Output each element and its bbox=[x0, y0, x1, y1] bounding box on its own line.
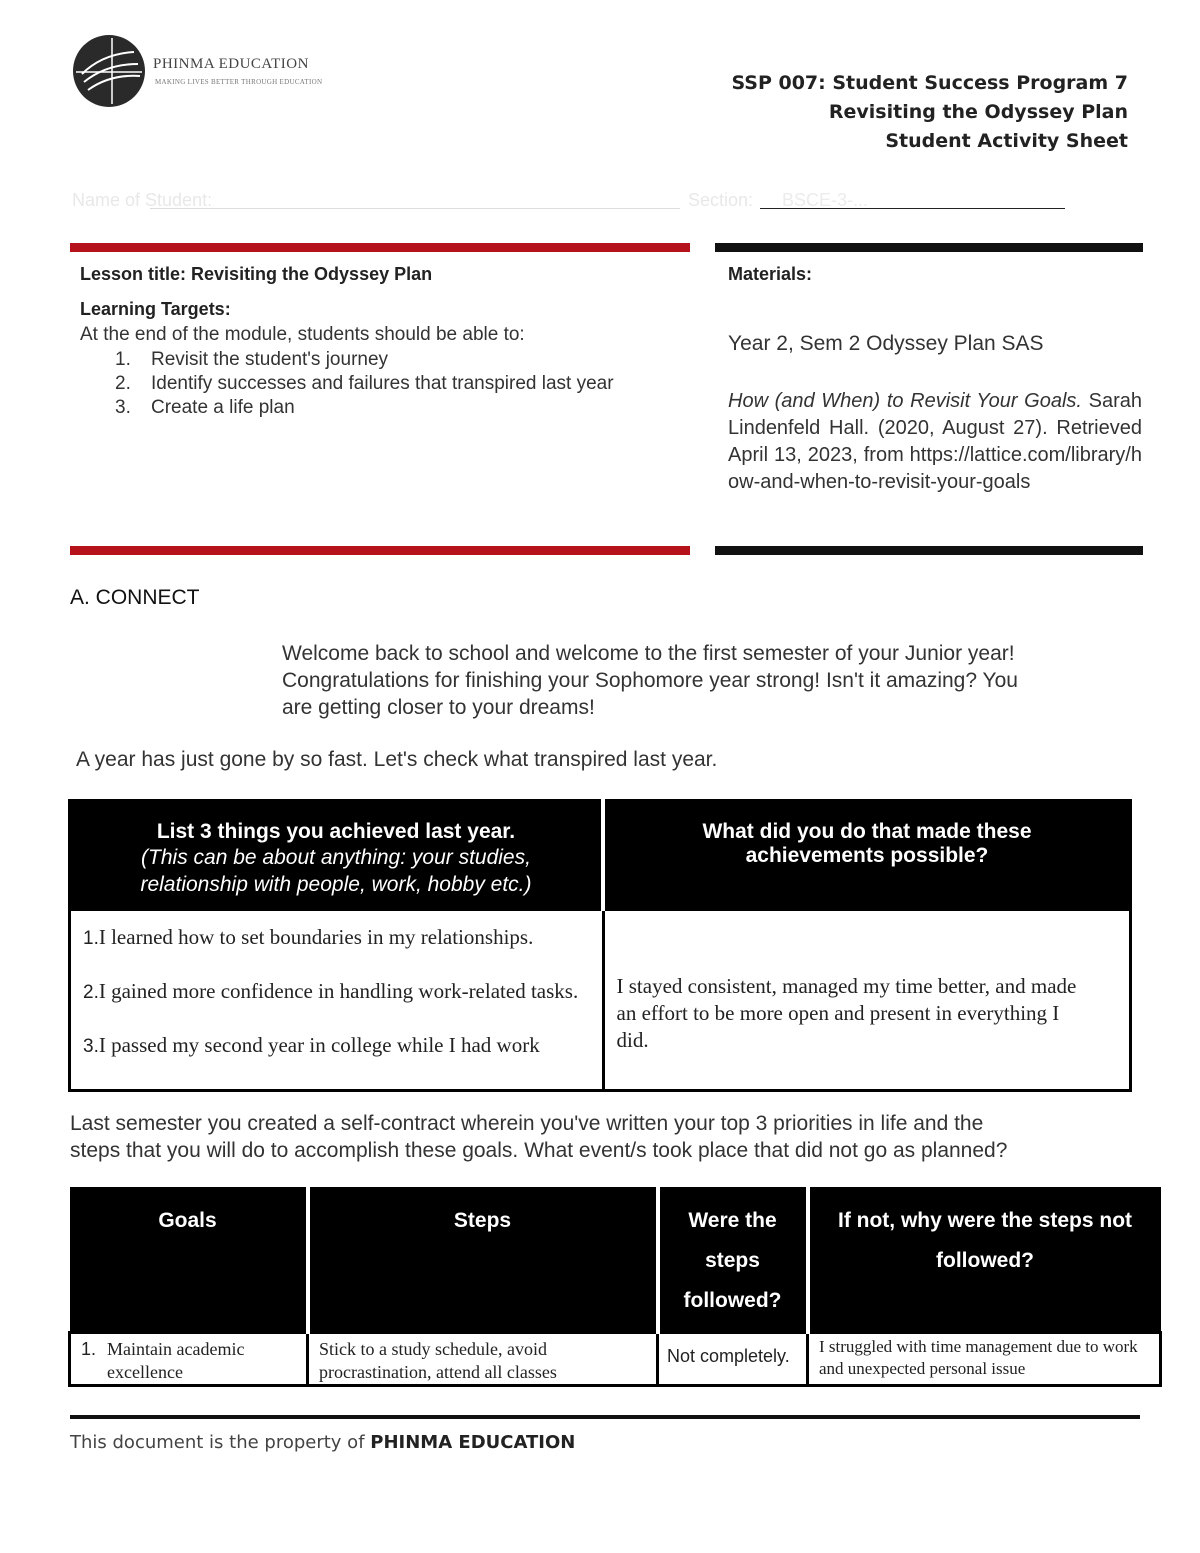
connect-heading: A. CONNECT bbox=[70, 586, 200, 609]
achievements-header bbox=[70, 801, 604, 910]
phinma-logo-icon bbox=[72, 34, 146, 108]
list-item: 2.I gained more confidence in handling work-related tasks. bbox=[83, 979, 579, 1003]
goals-table bbox=[68, 1187, 1162, 1387]
year-text: A year has just gone by so fast. Let's check what transpired last year. bbox=[76, 748, 718, 771]
footer-divider bbox=[70, 1415, 1140, 1419]
footer-note bbox=[70, 1432, 575, 1453]
header-title: List 3 things you achieved last year. bbox=[156, 820, 516, 843]
footer-prefix: This document is the property of bbox=[70, 1432, 365, 1453]
list-item: 3.I passed my second year in college while I had work bbox=[83, 1033, 540, 1057]
brand-tagline: MAKING LIVES BETTER THROUGH EDUCATION bbox=[155, 78, 323, 86]
name-label: Name of Student: bbox=[72, 190, 213, 210]
goals-header: Goals bbox=[70, 1187, 308, 1333]
materials-bottom-bar bbox=[715, 546, 1143, 555]
lesson-top-bar bbox=[70, 243, 690, 252]
followed-header: Were the steps followed? bbox=[658, 1187, 808, 1333]
brand-name: PHINMA EDUCATION bbox=[153, 56, 309, 72]
welcome-line: are getting closer to your dreams! bbox=[282, 696, 595, 719]
header-title: What did you do that made these achievements possible? bbox=[702, 820, 1032, 867]
section-label: Section: bbox=[688, 190, 754, 210]
lesson-title bbox=[80, 264, 432, 285]
materials-label: Materials: bbox=[728, 264, 813, 284]
goal-cell[interactable]: 1. Maintain academic excellence bbox=[70, 1333, 308, 1386]
materials-top-bar bbox=[715, 243, 1143, 252]
list-item: 3. Create a life plan bbox=[115, 397, 295, 418]
reasons-header bbox=[603, 801, 1131, 910]
achievements-cell[interactable] bbox=[70, 910, 604, 1091]
list-item: 1. Revisit the student's journey bbox=[115, 349, 389, 370]
reason-header: If not, why were the steps not followed? bbox=[808, 1187, 1161, 1333]
welcome-line: Welcome back to school and welcome to the first semester of your Junior year! bbox=[282, 642, 1015, 665]
achievements-table bbox=[68, 799, 1132, 1092]
reasons-cell[interactable]: I stayed consistent, managed my time better, and made an effort to be more open and present in everything I did. bbox=[603, 910, 1131, 1091]
course-title: SSP 007: Student Success Program 7 bbox=[731, 72, 1128, 94]
lesson-bottom-bar bbox=[70, 546, 690, 555]
reference-body: Sarah Lindenfeld Hall. (2020, August 27). Retrieved April 13, 2023, from https://lattice.com/library/how-and-when-to-revisit-your-goals bbox=[728, 390, 1143, 493]
section-field[interactable] bbox=[760, 208, 1065, 209]
section-value: BSCE-3-... bbox=[782, 190, 869, 210]
footer-owner: PHINMA EDUCATION bbox=[370, 1432, 576, 1453]
semester-line: steps that you will do to accomplish these goals. What event/s took place that did not go as planned? bbox=[70, 1139, 1008, 1162]
steps-header: Steps bbox=[308, 1187, 658, 1333]
header-note: (This can be about anything: your studies, relationship with people, work, hobby etc.) bbox=[140, 846, 532, 896]
list-item: 2. Identify successes and failures that transpired last year bbox=[115, 373, 614, 394]
steps-cell[interactable]: Stick to a study schedule, avoid procrastination, attend all classes bbox=[308, 1333, 658, 1386]
materials-reference bbox=[728, 388, 1142, 496]
reason-cell[interactable]: I struggled with time management due to work and unexpected personal issue bbox=[808, 1333, 1161, 1386]
followed-cell[interactable]: Not completely. bbox=[658, 1333, 808, 1386]
lesson-title-label: Lesson title: bbox=[80, 264, 187, 284]
semester-paragraph bbox=[70, 1110, 1007, 1164]
learning-targets-list bbox=[115, 348, 614, 420]
sheet-type: Student Activity Sheet bbox=[885, 130, 1128, 152]
welcome-paragraph bbox=[282, 640, 1018, 721]
learning-targets-intro: At the end of the module, students should be able to: bbox=[80, 324, 525, 345]
list-item: 1.I learned how to set boundaries in my relationships. bbox=[83, 925, 534, 949]
materials-item: Year 2, Sem 2 Odyssey Plan SAS bbox=[728, 332, 1044, 355]
learning-targets-label: Learning Targets: bbox=[80, 299, 231, 319]
semester-line: Last semester you created a self-contract wherein you've written your top 3 priorities in life and the bbox=[70, 1112, 984, 1135]
welcome-line: Congratulations for finishing your Sophomore year strong! Isn't it amazing? You bbox=[282, 669, 1018, 692]
reference-title: How (and When) to Revisit Your Goals. bbox=[728, 390, 1082, 412]
lesson-title-value: Revisiting the Odyssey Plan bbox=[191, 264, 433, 284]
lesson-header: Revisiting the Odyssey Plan bbox=[828, 101, 1128, 123]
name-field[interactable] bbox=[150, 208, 680, 209]
table-row bbox=[70, 1333, 1161, 1386]
